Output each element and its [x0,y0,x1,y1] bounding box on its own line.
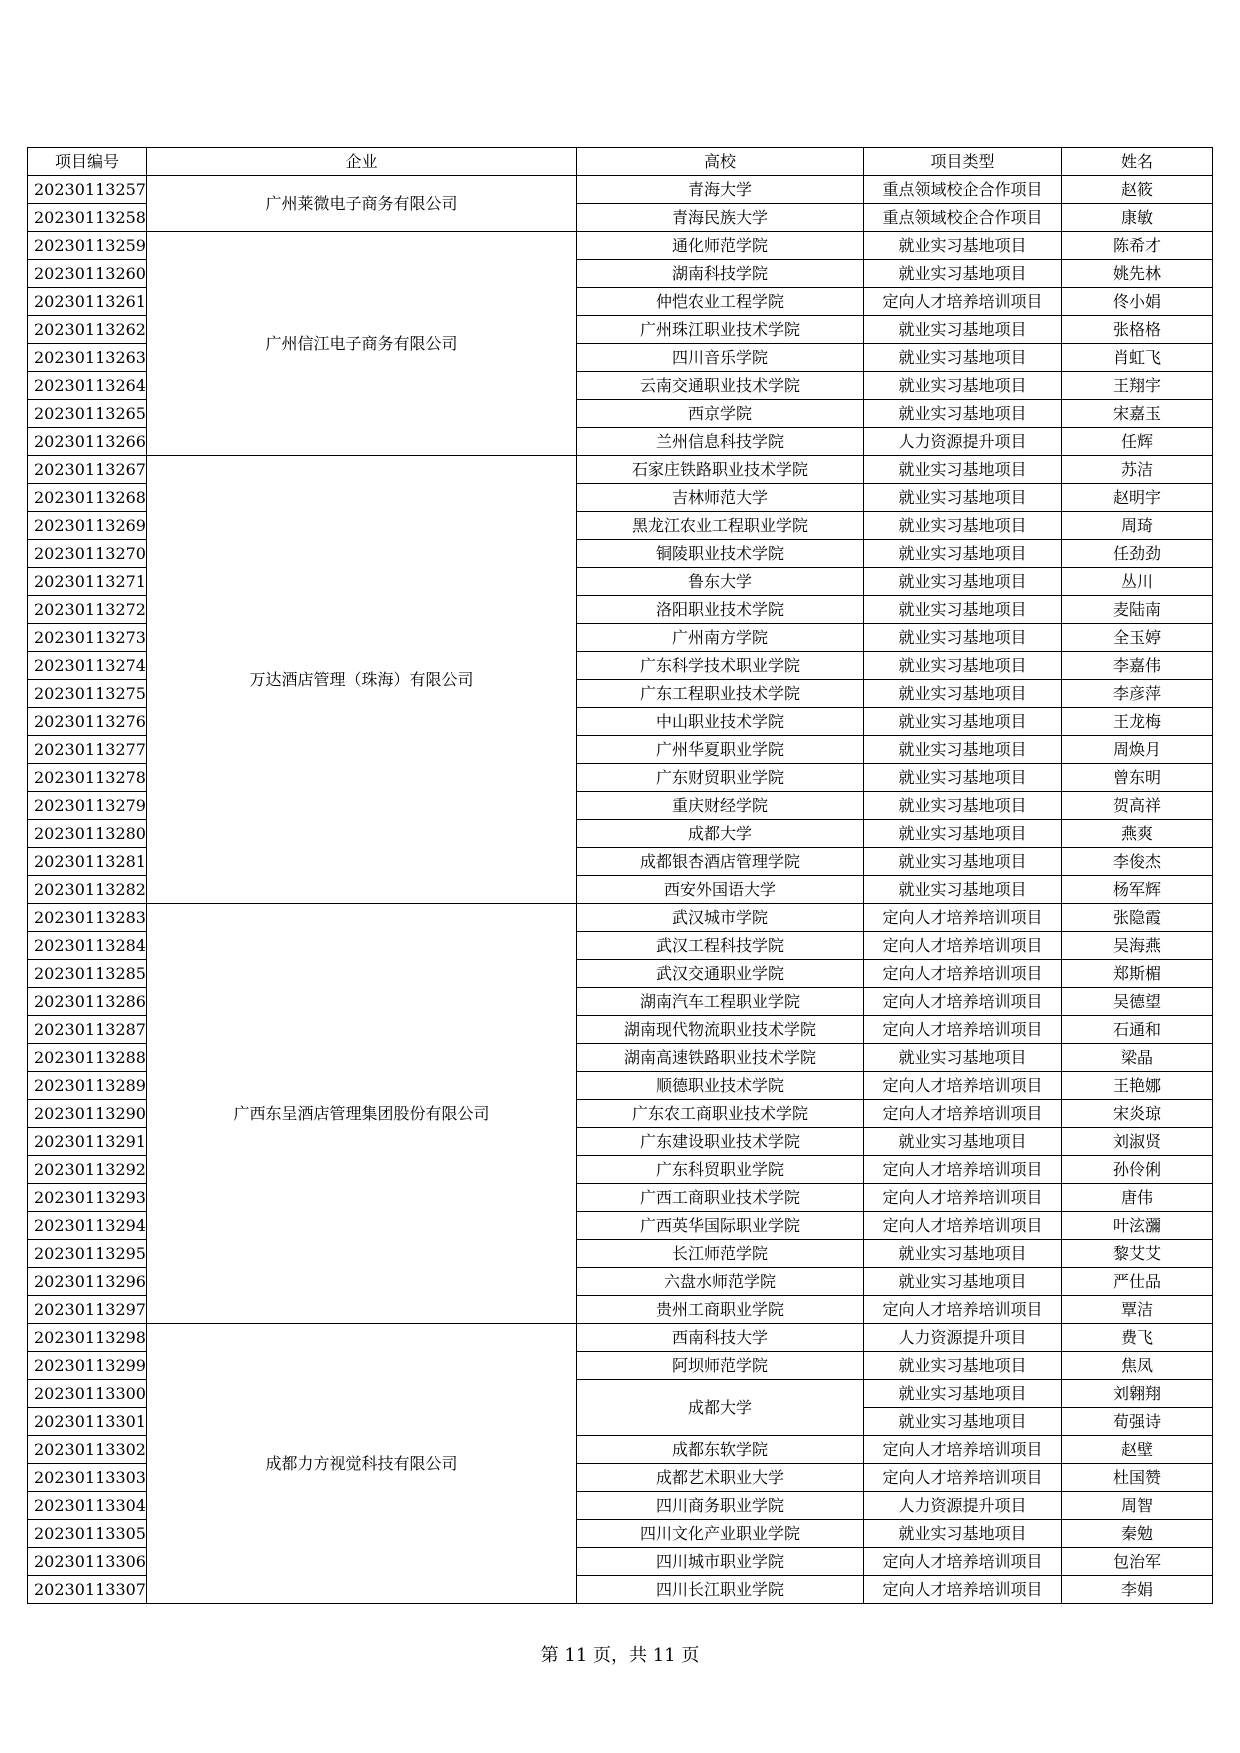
project-id-cell: 20230113293 [28,1184,147,1212]
school-cell: 阿坝师范学院 [577,1352,864,1380]
person-name-cell: 石通和 [1062,1016,1213,1044]
person-name-cell: 黎艾艾 [1062,1240,1213,1268]
school-cell: 六盘水师范学院 [577,1268,864,1296]
project-id-cell: 20230113270 [28,540,147,568]
project-type-cell: 就业实习基地项目 [864,568,1062,596]
project-type-cell: 就业实习基地项目 [864,680,1062,708]
project-type-cell: 就业实习基地项目 [864,372,1062,400]
person-name-cell: 曾东明 [1062,764,1213,792]
person-name-cell: 梁晶 [1062,1044,1213,1072]
project-id-cell: 20230113291 [28,1128,147,1156]
school-cell: 成都银杏酒店管理学院 [577,848,864,876]
project-id-cell: 20230113269 [28,512,147,540]
project-type-cell: 定向人才培养培训项目 [864,1016,1062,1044]
project-id-cell: 20230113305 [28,1520,147,1548]
person-name-cell: 贺高祥 [1062,792,1213,820]
person-name-cell: 肖虹飞 [1062,344,1213,372]
school-cell: 广州南方学院 [577,624,864,652]
project-id-cell: 20230113304 [28,1492,147,1520]
project-id-cell: 20230113301 [28,1408,147,1436]
person-name-cell: 杜国赞 [1062,1464,1213,1492]
project-type-cell: 定向人才培养培训项目 [864,988,1062,1016]
person-name-cell: 王艳娜 [1062,1072,1213,1100]
project-id-cell: 20230113279 [28,792,147,820]
school-cell: 广东建设职业技术学院 [577,1128,864,1156]
project-id-cell: 20230113258 [28,204,147,232]
person-name-cell: 宋嘉玉 [1062,400,1213,428]
school-cell: 广州华夏职业学院 [577,736,864,764]
project-type-cell: 重点领域校企合作项目 [864,176,1062,204]
school-cell: 四川城市职业学院 [577,1548,864,1576]
header-company: 企业 [147,148,577,176]
person-name-cell: 全玉婷 [1062,624,1213,652]
project-type-cell: 人力资源提升项目 [864,1492,1062,1520]
company-cell: 广州莱微电子商务有限公司 [147,176,577,232]
person-name-cell: 康敏 [1062,204,1213,232]
school-cell: 湖南高速铁路职业技术学院 [577,1044,864,1072]
school-cell: 中山职业技术学院 [577,708,864,736]
school-cell: 长江师范学院 [577,1240,864,1268]
person-name-cell: 叶泫瀰 [1062,1212,1213,1240]
person-name-cell: 苏洁 [1062,456,1213,484]
person-name-cell: 张隐霞 [1062,904,1213,932]
company-cell: 广州信江电子商务有限公司 [147,232,577,456]
project-id-cell: 20230113273 [28,624,147,652]
project-type-cell: 定向人才培养培训项目 [864,1576,1062,1604]
project-id-cell: 20230113280 [28,820,147,848]
project-type-cell: 就业实习基地项目 [864,512,1062,540]
project-type-cell: 就业实习基地项目 [864,1408,1062,1436]
project-id-cell: 20230113283 [28,904,147,932]
project-type-cell: 定向人才培养培训项目 [864,1072,1062,1100]
person-name-cell: 佟小娟 [1062,288,1213,316]
project-id-cell: 20230113263 [28,344,147,372]
company-cell: 广西东呈酒店管理集团股份有限公司 [147,904,577,1324]
school-cell: 黑龙江农业工程职业学院 [577,512,864,540]
person-name-cell: 刘淑贤 [1062,1128,1213,1156]
person-name-cell: 覃洁 [1062,1296,1213,1324]
school-cell: 成都大学 [577,1380,864,1436]
project-type-cell: 定向人才培养培训项目 [864,1156,1062,1184]
project-id-cell: 20230113296 [28,1268,147,1296]
school-cell: 西京学院 [577,400,864,428]
school-cell: 青海民族大学 [577,204,864,232]
project-type-cell: 就业实习基地项目 [864,876,1062,904]
school-cell: 湖南汽车工程职业学院 [577,988,864,1016]
project-id-cell: 20230113284 [28,932,147,960]
school-cell: 铜陵职业技术学院 [577,540,864,568]
project-type-cell: 就业实习基地项目 [864,1352,1062,1380]
project-type-cell: 定向人才培养培训项目 [864,288,1062,316]
header-project-id: 项目编号 [28,148,147,176]
project-type-cell: 就业实习基地项目 [864,1520,1062,1548]
school-cell: 四川长江职业学院 [577,1576,864,1604]
project-id-cell: 20230113297 [28,1296,147,1324]
project-id-cell: 20230113299 [28,1352,147,1380]
project-type-cell: 就业实习基地项目 [864,1128,1062,1156]
project-type-cell: 定向人才培养培训项目 [864,1296,1062,1324]
project-type-cell: 人力资源提升项目 [864,428,1062,456]
person-name-cell: 唐伟 [1062,1184,1213,1212]
header-project-type: 项目类型 [864,148,1062,176]
project-type-cell: 就业实习基地项目 [864,456,1062,484]
project-type-cell: 定向人才培养培训项目 [864,1212,1062,1240]
school-cell: 通化师范学院 [577,232,864,260]
project-id-cell: 20230113265 [28,400,147,428]
project-type-cell: 就业实习基地项目 [864,1380,1062,1408]
school-cell: 洛阳职业技术学院 [577,596,864,624]
person-name-cell: 王龙梅 [1062,708,1213,736]
project-type-cell: 就业实习基地项目 [864,596,1062,624]
school-cell: 青海大学 [577,176,864,204]
company-cell: 万达酒店管理（珠海）有限公司 [147,456,577,904]
table-header-row [28,148,1213,176]
project-type-cell: 就业实习基地项目 [864,736,1062,764]
project-id-cell: 20230113302 [28,1436,147,1464]
project-id-cell: 20230113285 [28,960,147,988]
person-name-cell: 李彦萍 [1062,680,1213,708]
page-footer: 第 11 页，共 11 页 [540,1645,700,1666]
company-cell: 成都力方视觉科技有限公司 [147,1324,577,1604]
person-name-cell: 费飞 [1062,1324,1213,1352]
project-id-cell: 20230113288 [28,1044,147,1072]
person-name-cell: 赵明宇 [1062,484,1213,512]
project-id-cell: 20230113268 [28,484,147,512]
school-cell: 贵州工商职业学院 [577,1296,864,1324]
school-cell: 四川文化产业职业学院 [577,1520,864,1548]
header-person-name: 姓名 [1062,148,1213,176]
school-cell: 成都艺术职业大学 [577,1464,864,1492]
project-type-cell: 定向人才培养培训项目 [864,1100,1062,1128]
project-id-cell: 20230113259 [28,232,147,260]
person-name-cell: 赵筱 [1062,176,1213,204]
project-type-cell: 就业实习基地项目 [864,1268,1062,1296]
project-type-cell: 定向人才培养培训项目 [864,1184,1062,1212]
project-type-cell: 就业实习基地项目 [864,652,1062,680]
project-type-cell: 就业实习基地项目 [864,764,1062,792]
project-id-cell: 20230113307 [28,1576,147,1604]
person-name-cell: 李俊杰 [1062,848,1213,876]
school-cell: 广东工程职业技术学院 [577,680,864,708]
person-name-cell: 孙伶俐 [1062,1156,1213,1184]
project-id-cell: 20230113306 [28,1548,147,1576]
person-name-cell: 赵壁 [1062,1436,1213,1464]
project-id-cell: 20230113267 [28,456,147,484]
person-name-cell: 严仕品 [1062,1268,1213,1296]
project-table [27,147,1213,1604]
project-id-cell: 20230113271 [28,568,147,596]
project-type-cell: 定向人才培养培训项目 [864,1464,1062,1492]
project-id-cell: 20230113289 [28,1072,147,1100]
person-name-cell: 焦凤 [1062,1352,1213,1380]
project-id-cell: 20230113292 [28,1156,147,1184]
school-cell: 湖南现代物流职业技术学院 [577,1016,864,1044]
person-name-cell: 姚先林 [1062,260,1213,288]
school-cell: 武汉城市学院 [577,904,864,932]
school-cell: 广州珠江职业技术学院 [577,316,864,344]
school-cell: 云南交通职业技术学院 [577,372,864,400]
school-cell: 四川音乐学院 [577,344,864,372]
project-id-cell: 20230113281 [28,848,147,876]
person-name-cell: 周琦 [1062,512,1213,540]
school-cell: 广西工商职业技术学院 [577,1184,864,1212]
person-name-cell: 宋炎琼 [1062,1100,1213,1128]
person-name-cell: 吴德望 [1062,988,1213,1016]
project-type-cell: 就业实习基地项目 [864,260,1062,288]
person-name-cell: 周焕月 [1062,736,1213,764]
project-id-cell: 20230113260 [28,260,147,288]
project-type-cell: 就业实习基地项目 [864,708,1062,736]
school-cell: 吉林师范大学 [577,484,864,512]
project-id-cell: 20230113286 [28,988,147,1016]
table-row [28,176,1213,204]
school-cell: 成都东软学院 [577,1436,864,1464]
table-row [28,232,1213,260]
person-name-cell: 陈希才 [1062,232,1213,260]
project-id-cell: 20230113277 [28,736,147,764]
table-row [28,1324,1213,1352]
header-school: 高校 [577,148,864,176]
school-cell: 武汉工程科技学院 [577,932,864,960]
table-body [28,176,1213,1604]
person-name-cell: 杨军辉 [1062,876,1213,904]
school-cell: 西安外国语大学 [577,876,864,904]
project-type-cell: 定向人才培养培训项目 [864,932,1062,960]
project-id-cell: 20230113278 [28,764,147,792]
person-name-cell: 李嘉伟 [1062,652,1213,680]
school-cell: 石家庄铁路职业技术学院 [577,456,864,484]
person-name-cell: 包治军 [1062,1548,1213,1576]
person-name-cell: 秦勉 [1062,1520,1213,1548]
project-id-cell: 20230113261 [28,288,147,316]
person-name-cell: 刘翱翔 [1062,1380,1213,1408]
school-cell: 广东科贸职业学院 [577,1156,864,1184]
project-id-cell: 20230113294 [28,1212,147,1240]
project-id-cell: 20230113276 [28,708,147,736]
person-name-cell: 麦陆南 [1062,596,1213,624]
person-name-cell: 周智 [1062,1492,1213,1520]
project-id-cell: 20230113274 [28,652,147,680]
school-cell: 重庆财经学院 [577,792,864,820]
person-name-cell: 王翔宇 [1062,372,1213,400]
project-type-cell: 就业实习基地项目 [864,344,1062,372]
project-type-cell: 就业实习基地项目 [864,624,1062,652]
project-type-cell: 就业实习基地项目 [864,232,1062,260]
person-name-cell: 任辉 [1062,428,1213,456]
project-type-cell: 就业实习基地项目 [864,792,1062,820]
project-type-cell: 定向人才培养培训项目 [864,960,1062,988]
person-name-cell: 李娟 [1062,1576,1213,1604]
person-name-cell: 丛川 [1062,568,1213,596]
school-cell: 广东科学技术职业学院 [577,652,864,680]
project-id-cell: 20230113266 [28,428,147,456]
project-type-cell: 就业实习基地项目 [864,820,1062,848]
school-cell: 广西英华国际职业学院 [577,1212,864,1240]
project-type-cell: 定向人才培养培训项目 [864,1548,1062,1576]
project-type-cell: 就业实习基地项目 [864,400,1062,428]
person-name-cell: 张格格 [1062,316,1213,344]
school-cell: 西南科技大学 [577,1324,864,1352]
school-cell: 武汉交通职业学院 [577,960,864,988]
project-id-cell: 20230113262 [28,316,147,344]
project-id-cell: 20230113303 [28,1464,147,1492]
school-cell: 仲恺农业工程学院 [577,288,864,316]
person-name-cell: 郑斯楣 [1062,960,1213,988]
school-cell: 顺德职业技术学院 [577,1072,864,1100]
table-row [28,904,1213,932]
project-id-cell: 20230113300 [28,1380,147,1408]
project-type-cell: 就业实习基地项目 [864,848,1062,876]
school-cell: 四川商务职业学院 [577,1492,864,1520]
project-type-cell: 就业实习基地项目 [864,484,1062,512]
project-id-cell: 20230113282 [28,876,147,904]
project-type-cell: 就业实习基地项目 [864,1044,1062,1072]
project-id-cell: 20230113275 [28,680,147,708]
project-type-cell: 就业实习基地项目 [864,316,1062,344]
project-id-cell: 20230113257 [28,176,147,204]
project-type-cell: 人力资源提升项目 [864,1324,1062,1352]
project-type-cell: 就业实习基地项目 [864,1240,1062,1268]
person-name-cell: 荀强诗 [1062,1408,1213,1436]
person-name-cell: 吴海燕 [1062,932,1213,960]
project-id-cell: 20230113287 [28,1016,147,1044]
school-cell: 湖南科技学院 [577,260,864,288]
person-name-cell: 燕爽 [1062,820,1213,848]
school-cell: 兰州信息科技学院 [577,428,864,456]
project-type-cell: 定向人才培养培训项目 [864,1436,1062,1464]
school-cell: 鲁东大学 [577,568,864,596]
project-type-cell: 重点领域校企合作项目 [864,204,1062,232]
table-row [28,456,1213,484]
project-id-cell: 20230113295 [28,1240,147,1268]
school-cell: 成都大学 [577,820,864,848]
project-type-cell: 定向人才培养培训项目 [864,904,1062,932]
school-cell: 广东农工商职业技术学院 [577,1100,864,1128]
project-id-cell: 20230113264 [28,372,147,400]
project-type-cell: 就业实习基地项目 [864,540,1062,568]
project-id-cell: 20230113290 [28,1100,147,1128]
project-id-cell: 20230113272 [28,596,147,624]
project-id-cell: 20230113298 [28,1324,147,1352]
school-cell: 广东财贸职业学院 [577,764,864,792]
person-name-cell: 任劲劲 [1062,540,1213,568]
